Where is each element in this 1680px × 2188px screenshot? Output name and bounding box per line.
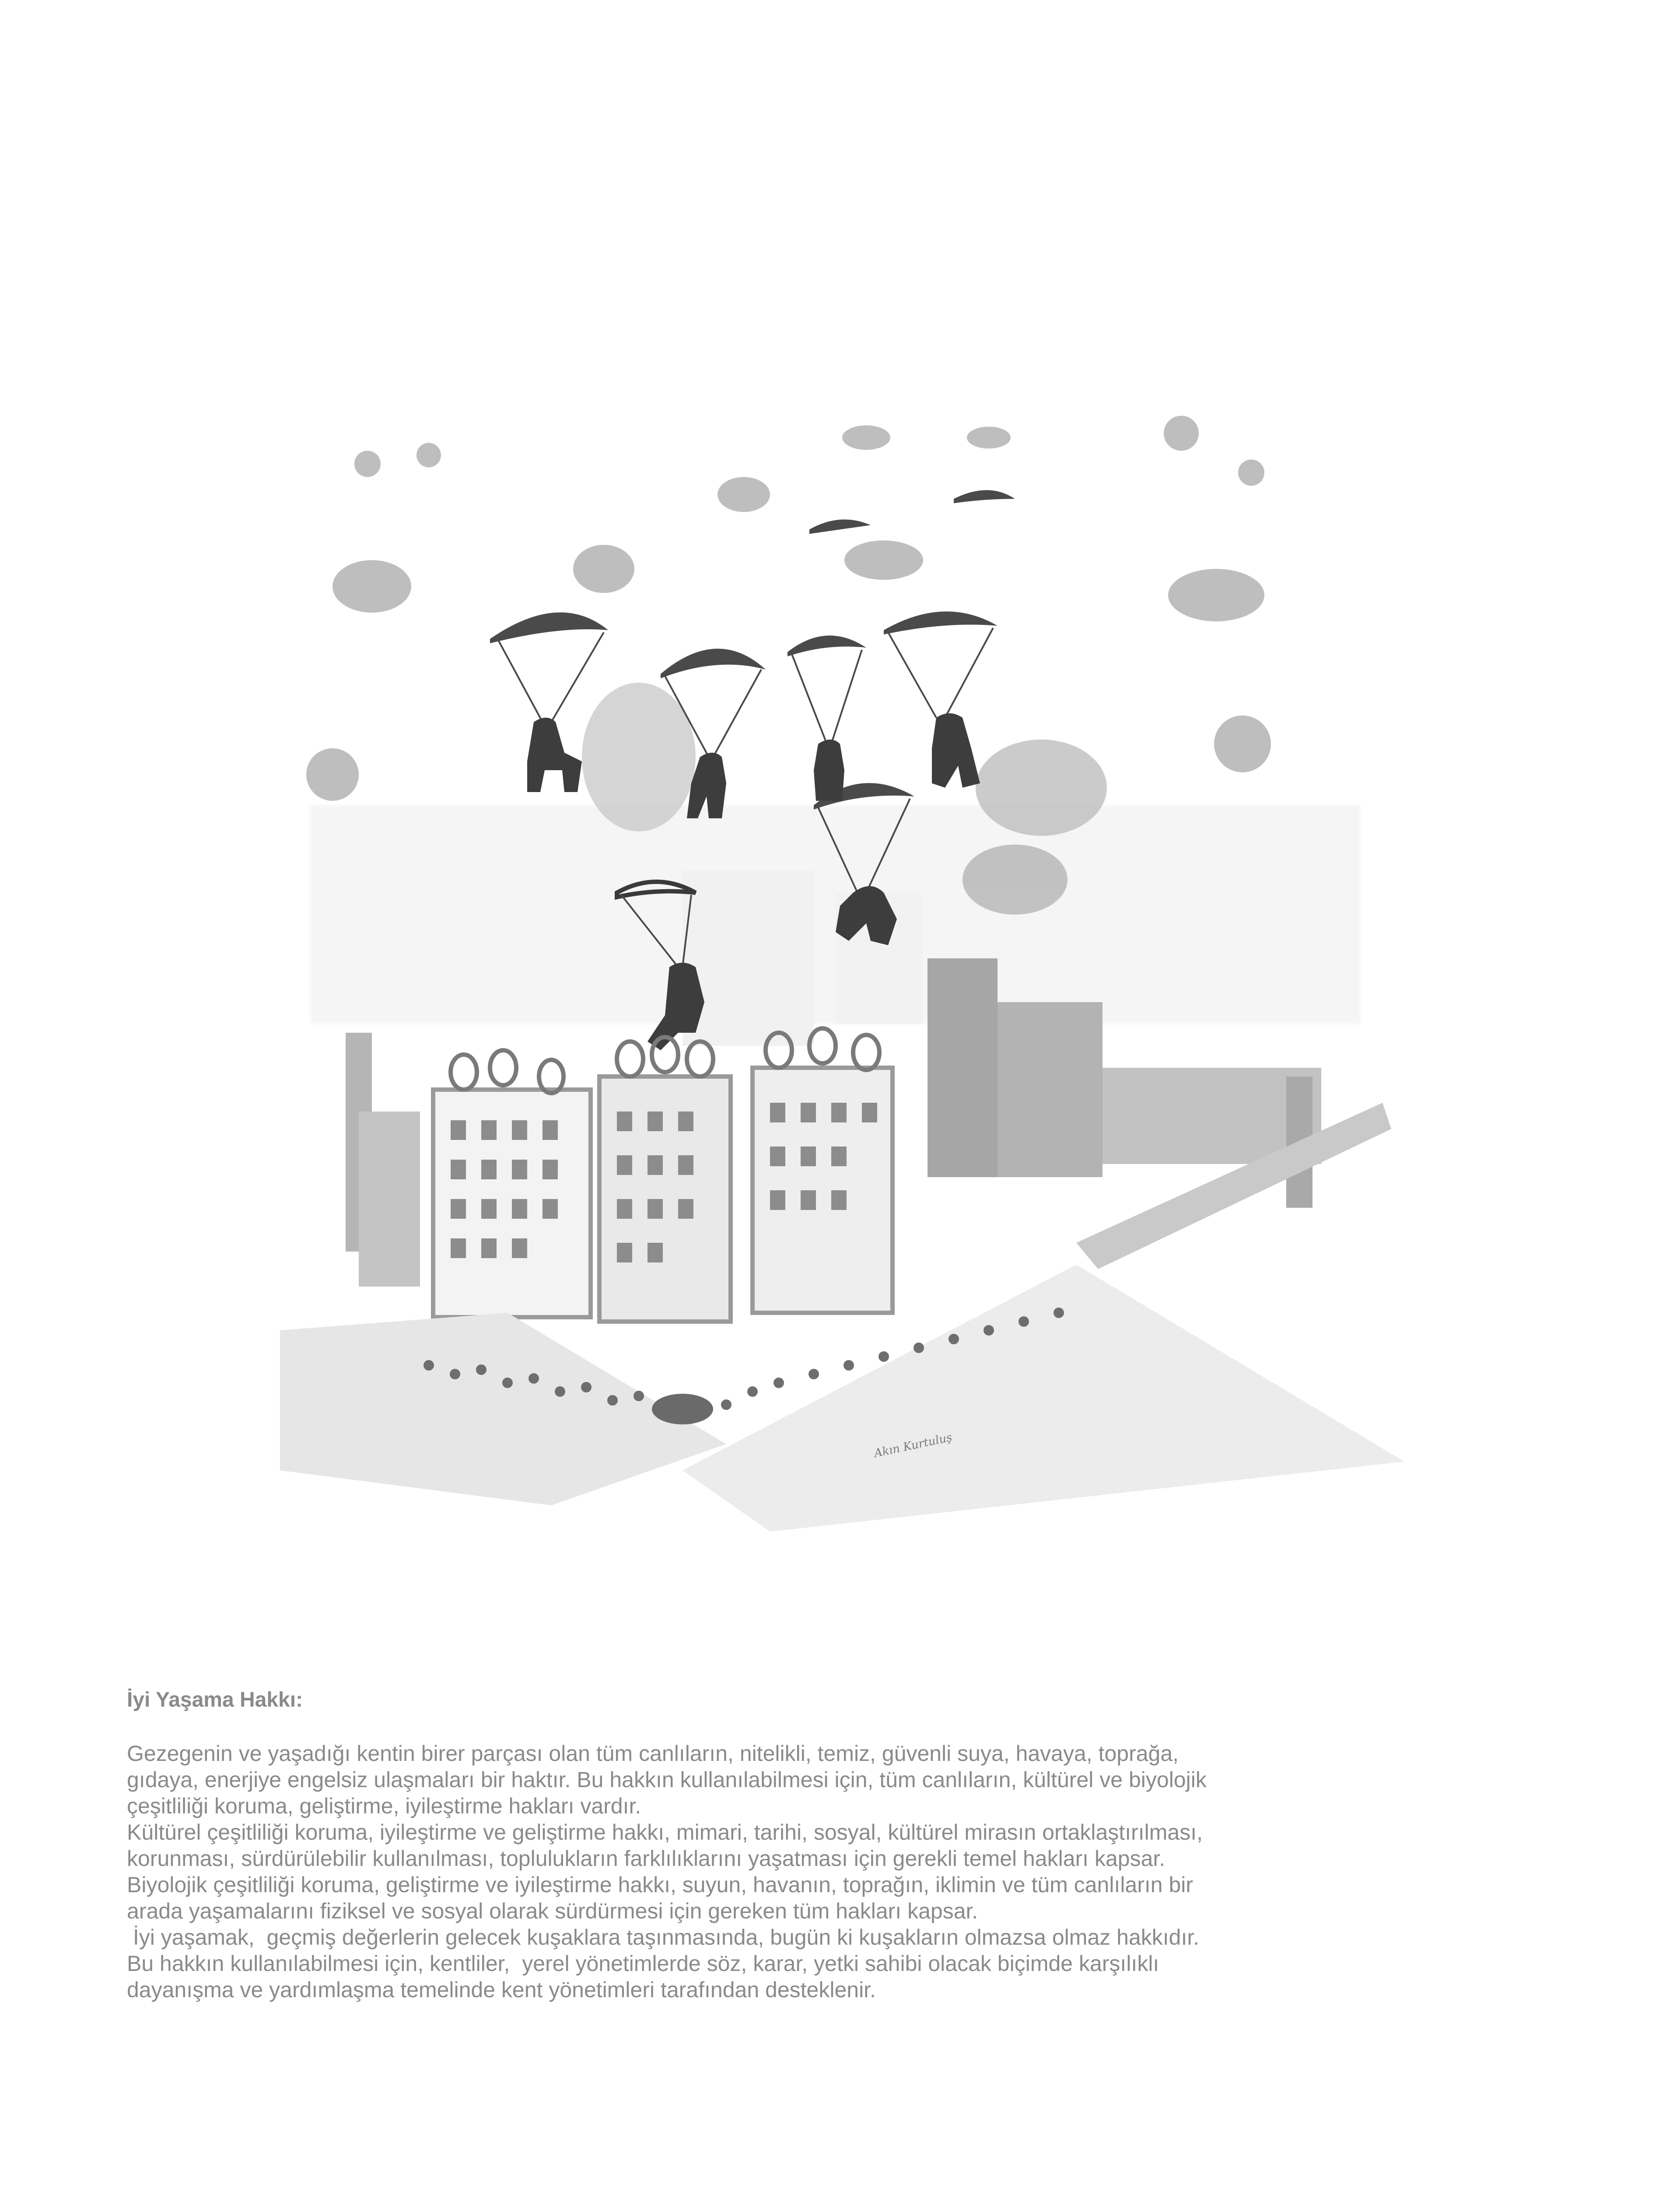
article-text-block — [127, 1687, 1527, 2003]
body-line: arada yaşamalarını fiziksel ve sosyal olarak sürdürmesi için gereken tüm hakları kapsar. — [127, 1899, 978, 1923]
article-body — [127, 1740, 1527, 2003]
background-wash — [311, 805, 1361, 1046]
body-line: korunması, sürdürülebilir kullanılması, toplulukların farklılıklarını yaşatması için gerekli temel hakları kapsar. — [127, 1846, 1166, 1871]
body-line: İyi yaşamak, geçmiş değerlerin gelecek kuşaklara taşınmasında, bugün ki kuşakların olmazsa olmaz hakkıdır. — [127, 1925, 1200, 1950]
body-line: dayanışma ve yardımlaşma temelinde kent yönetimleri tarafından desteklenir. — [127, 1978, 876, 2002]
body-line: Biyolojik çeşitliliği koruma, geliştirme ve iyileştirme hakkı, suyun, havanın, toprağın, iklimin ve tüm canlıların bir — [127, 1872, 1194, 1897]
body-line: çeşitliliği koruma, geliştirme, iyileştirme hakları vardır. — [127, 1794, 641, 1818]
article-heading: İyi Yaşama Hakkı: — [127, 1688, 303, 1711]
body-line: gıdaya, enerjiye engelsiz ulaşmaları bir haktır. Bu hakkın kullanılabilmesi için, tüm canlıların, kültürel ve biyolojik — [127, 1767, 1207, 1792]
artist-signature: Akın Kurtuluş — [873, 1431, 953, 1460]
body-line: Gezegenin ve yaşadığı kentin birer parçası olan tüm canlıların, nitelikli, temiz, güvenli suya, havaya, toprağa, — [127, 1741, 1179, 1766]
body-line: Bu hakkın kullanılabilmesi için, kentliler, yerel yönetimlerde söz, karar, yetki sahibi olacak biçimde karşılıklı — [127, 1951, 1159, 1976]
parachutists-over-city-drawing — [245, 324, 1439, 1540]
body-line: Kültürel çeşitliliği koruma, iyileştirme ve geliştirme hakkı, mimari, tarihi, sosyal, kültürel mirasın ortaklaştırılması, — [127, 1820, 1203, 1844]
watercolor-illustration — [245, 324, 1439, 1540]
